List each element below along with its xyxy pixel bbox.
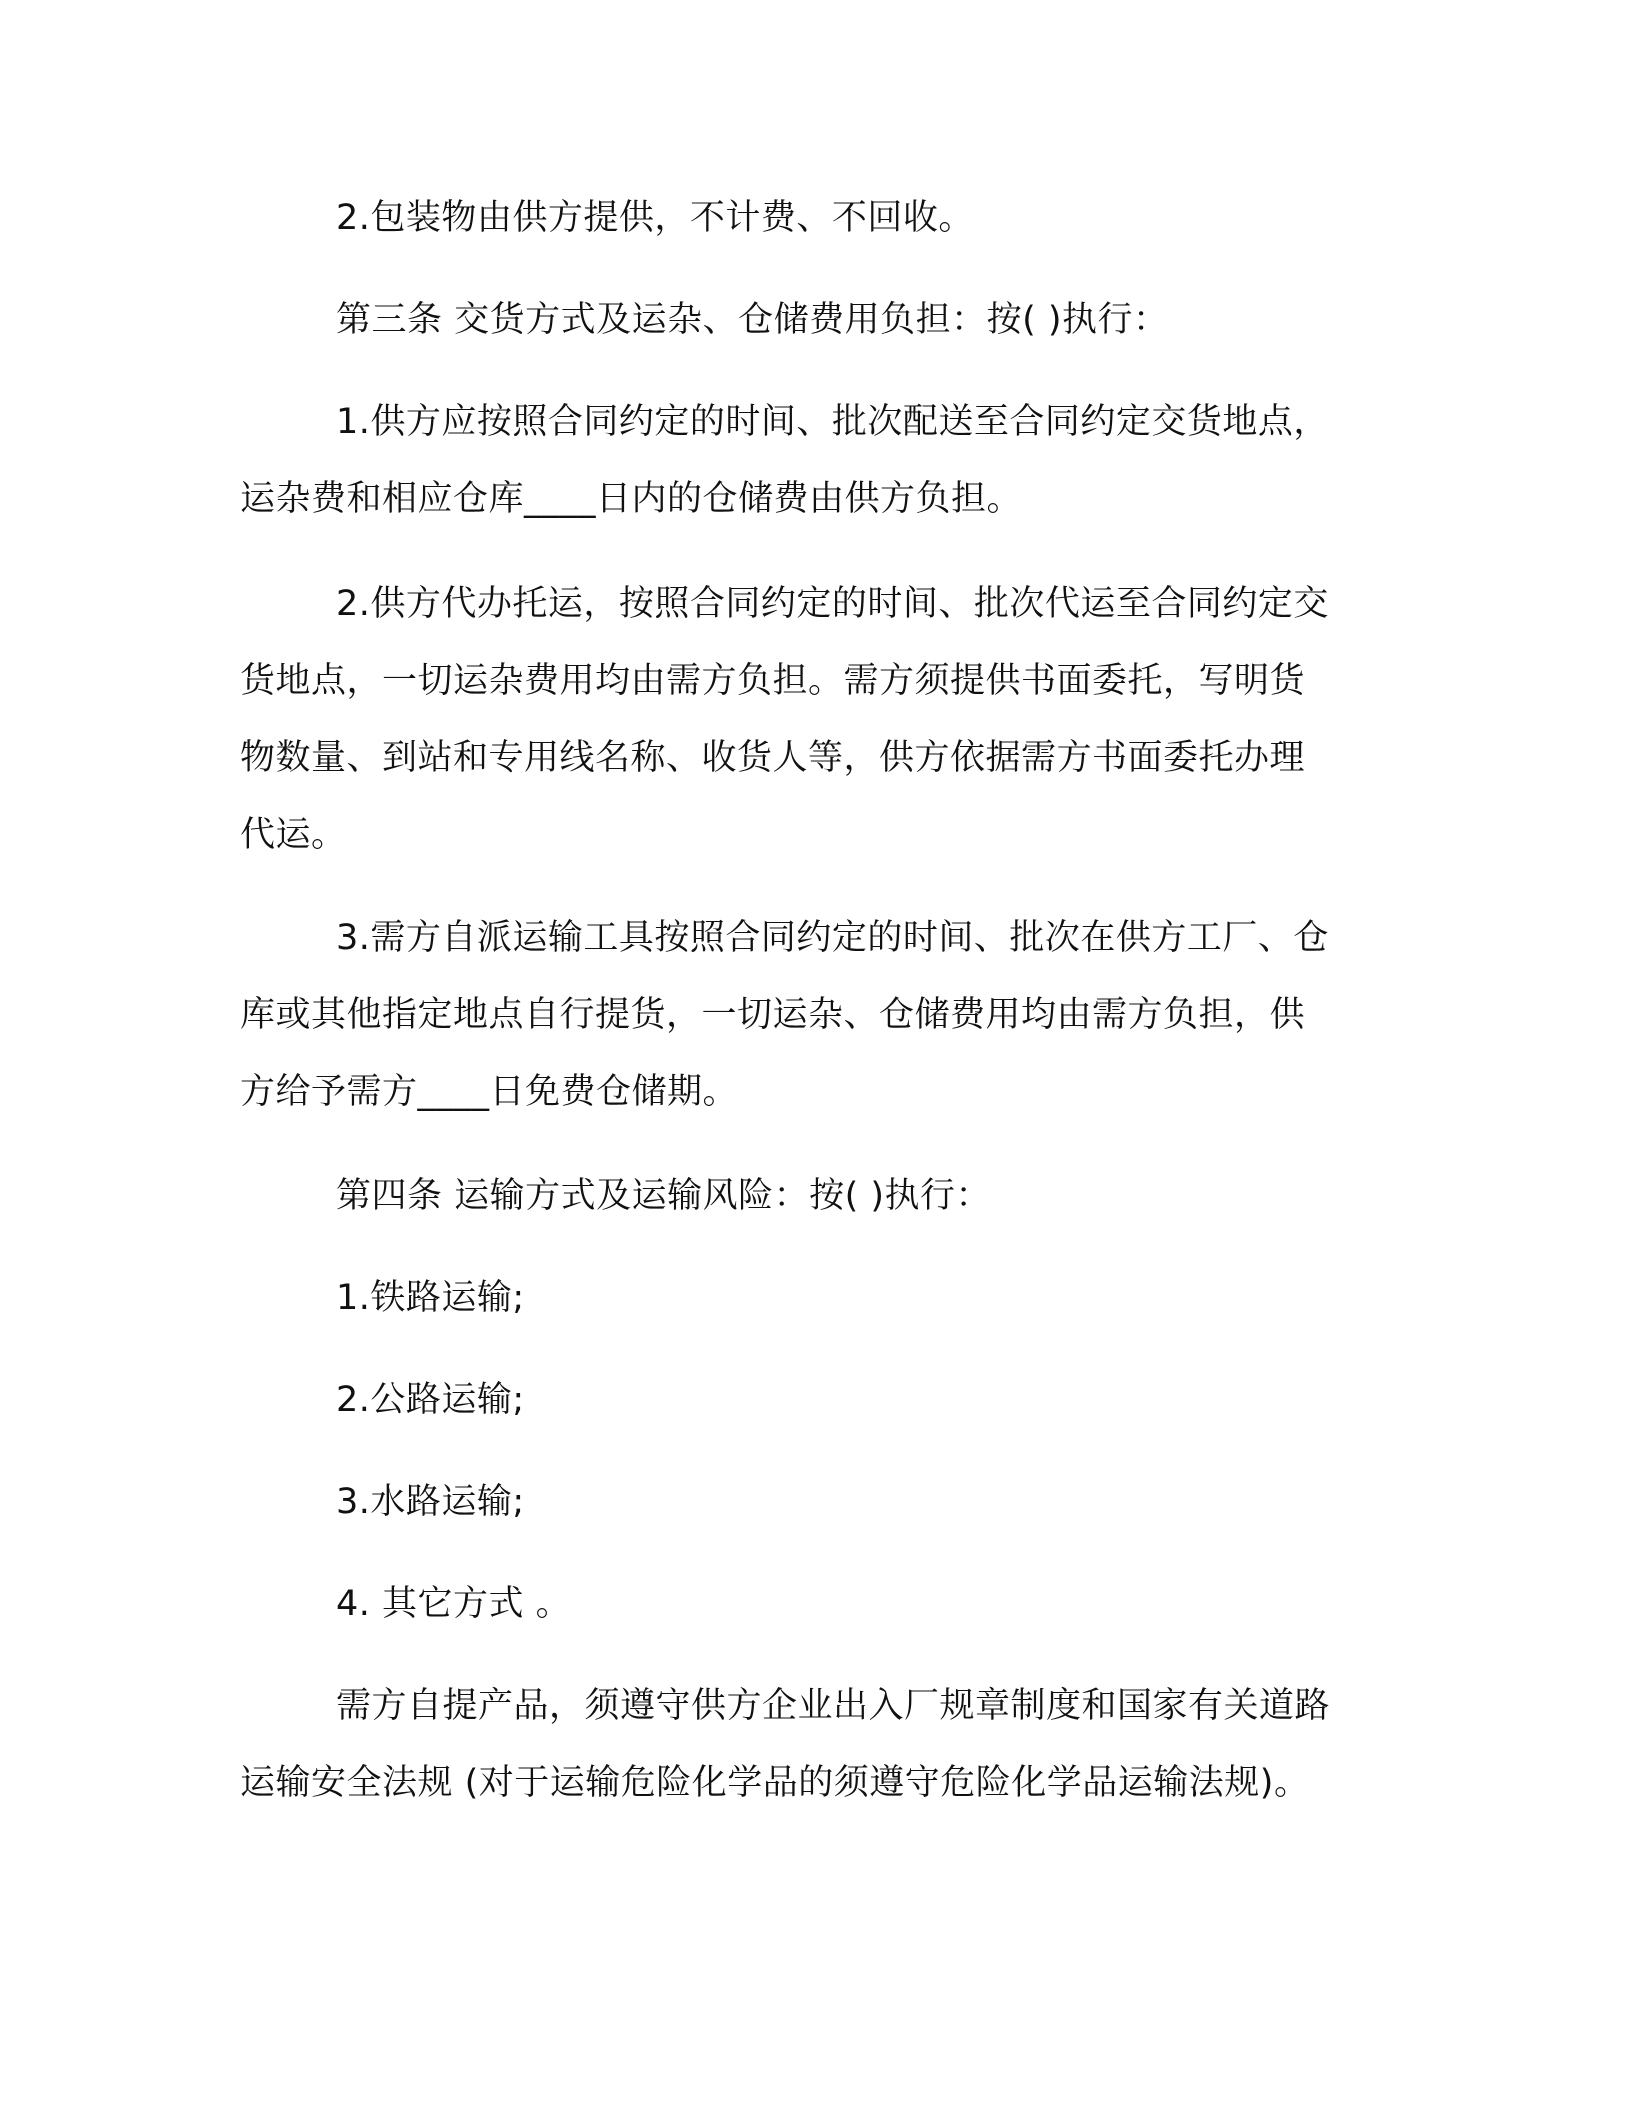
text-line: 1.供方应按照合同约定的时间、批次配送至合同约定交货地点， xyxy=(336,402,1329,442)
delivery-option-3 xyxy=(240,900,1380,1131)
text-line: 第三条 交货方式及运杂、仓储费用负担：按( )执行： xyxy=(336,300,1169,340)
text-line: 代运。 xyxy=(240,815,347,855)
text-line: 运杂费和相应仓库____日内的仓储费由供方负担。 xyxy=(240,479,1023,519)
delivery-option-2 xyxy=(240,566,1380,874)
text-line: 库或其他指定地点自行提货，一切运杂、仓储费用均由需方负担，供 xyxy=(240,995,1306,1035)
transport-water xyxy=(336,1464,1376,1541)
text-line: 运输安全法规 (对于运输危险化学品的须遵守危险化学品运输法规)。 xyxy=(240,1763,1310,1803)
text-line: 2.包装物由供方提供，不计费、不回收。 xyxy=(336,198,974,238)
transport-other xyxy=(336,1566,1376,1643)
text-line: 物数量、到站和专用线名称、收货人等，供方依据需方书面委托办理 xyxy=(240,738,1306,778)
text-line: 方给予需方____日免费仓储期。 xyxy=(240,1072,739,1112)
article-three-heading xyxy=(336,282,1376,359)
text-line: 3.需方自派运输工具按照合同约定的时间、批次在供方工厂、仓 xyxy=(336,918,1329,958)
transport-road xyxy=(336,1362,1376,1439)
text-line: 第四条 运输方式及运输风险：按( )执行： xyxy=(336,1176,992,1216)
text-line: 2.供方代办托运，按照合同约定的时间、批次代运至合同约定交 xyxy=(336,584,1329,624)
text-line: 4. 其它方式 。 xyxy=(336,1584,572,1624)
transport-rail xyxy=(336,1260,1376,1337)
text-line: 货地点，一切运杂费用均由需方负担。需方须提供书面委托，写明货 xyxy=(240,661,1306,701)
text-line: 2.公路运输; xyxy=(336,1380,525,1420)
article-four-heading xyxy=(336,1158,1376,1235)
delivery-option-1 xyxy=(240,384,1380,538)
clause-packaging xyxy=(336,180,1376,257)
self-pickup-rules xyxy=(240,1668,1380,1822)
text-line: 需方自提产品，须遵守供方企业出入厂规章制度和国家有关道路 xyxy=(336,1686,1331,1726)
text-line: 3.水路运输; xyxy=(336,1482,525,1522)
text-line: 1.铁路运输; xyxy=(336,1278,525,1318)
